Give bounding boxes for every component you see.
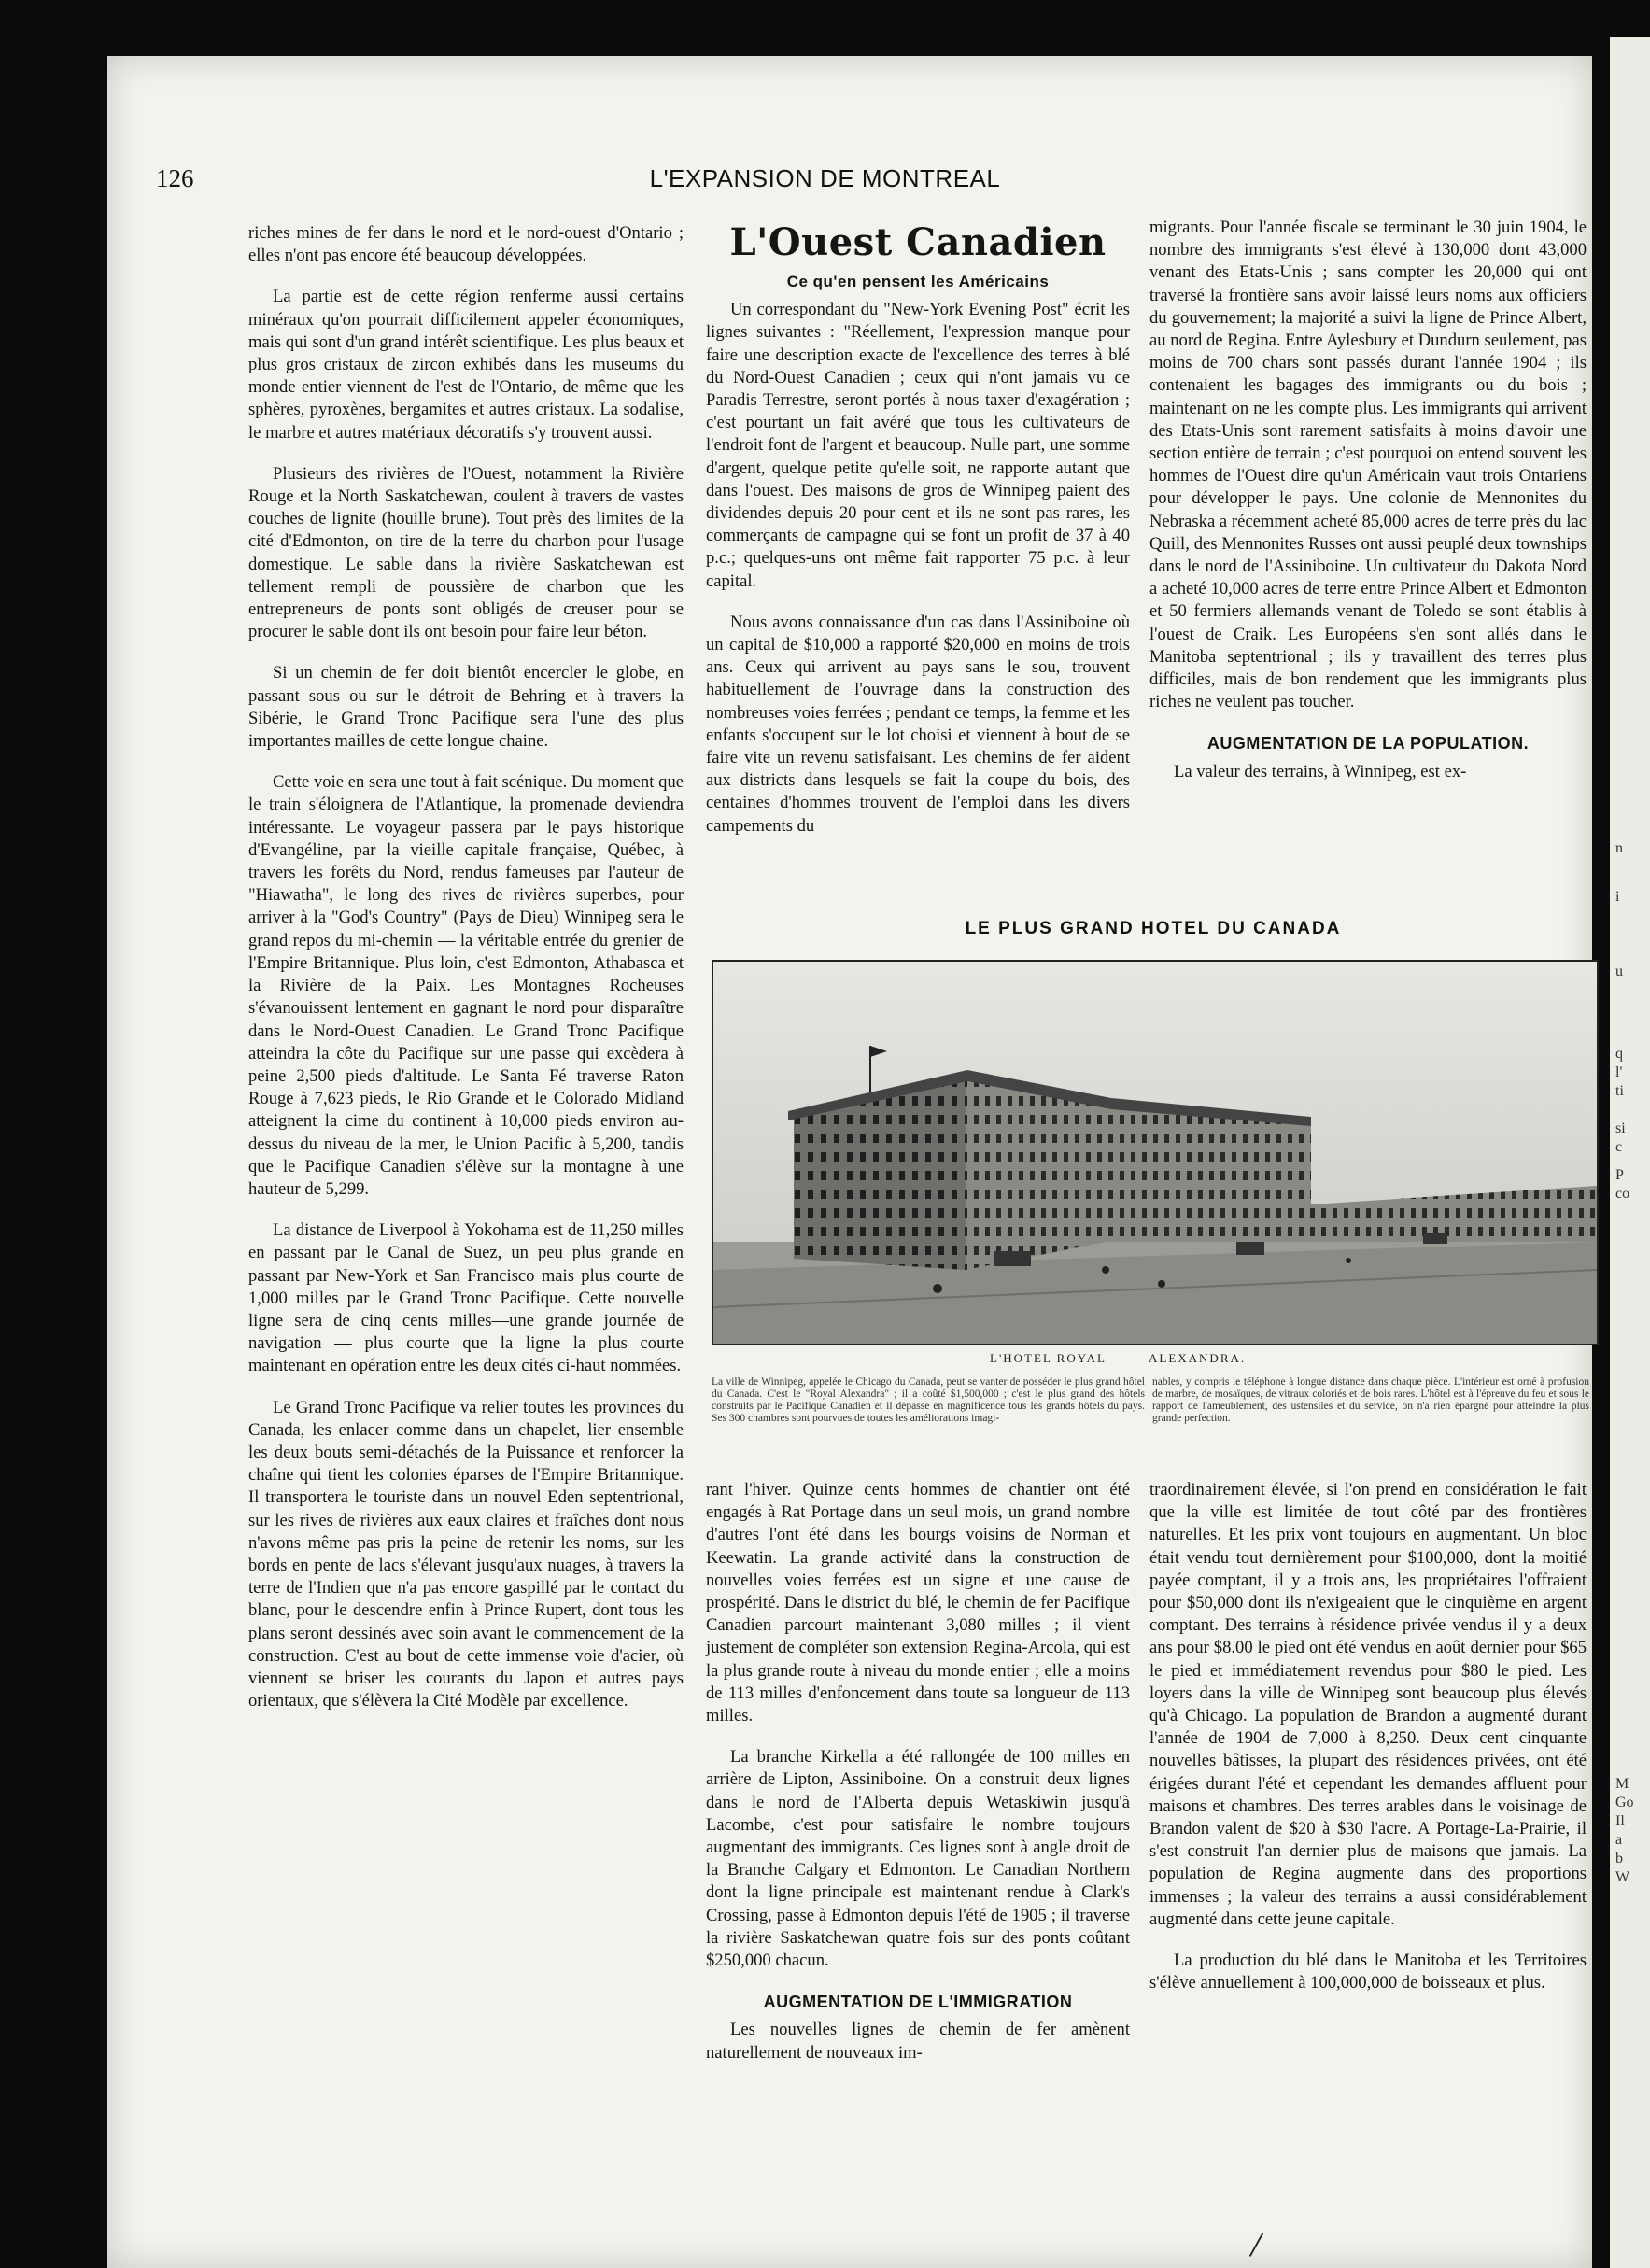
article-title: L'Ouest Canadien — [729, 220, 1107, 264]
paragraph: Les nouvelles lignes de chemin de fer amènent naturellement de nouveaux im- — [706, 2020, 1130, 2063]
column-right-top — [1149, 217, 1587, 802]
column-middle-bottom — [706, 1479, 1130, 2083]
running-head: L'EXPANSION DE MONTREAL — [649, 164, 1001, 192]
paragraph: La valeur des terrains, à Winnipeg, est ex- — [1174, 761, 1467, 782]
edge-glyph: M — [1615, 1776, 1629, 1792]
photo-banner: LE PLUS GRAND HOTEL DU CANADA — [965, 919, 1342, 938]
edge-glyph: P — [1615, 1167, 1624, 1183]
edge-glyph: Il — [1615, 1813, 1625, 1829]
paragraph: La partie est de cette région renferme aussi certains minéraux qu'on pourrait difficilement appeler économiques, mais qui sont d'un grand intérêt scientifique. Les plus beaux et plus gros cristaux de zircon exhibés dans les museums du monde entier viennent de l'est de l'Ontario, de même que les sphères, pyroxènes, bergamites et autres cristaux. La sodalise, le marbre et autres matériaux décoratifs s'y trouvent aussi. — [248, 287, 684, 443]
edge-glyph: n — [1615, 840, 1623, 856]
edge-glyph: c — [1615, 1139, 1623, 1155]
edge-glyph: si — [1615, 1120, 1626, 1136]
paragraph: Si un chemin de fer doit bientôt encercler le globe, en passant sous ou sur le détroit de Behring et à travers la Sibérie, le Grand Tronc Pacifique sera l'une des plus importantes mailles de cette longue chaine. — [248, 663, 684, 752]
edge-glyph: Go — [1615, 1795, 1634, 1810]
section-title: AUGMENTATION DE L'IMMIGRATION — [763, 1993, 1073, 2012]
photo-caption-right: nables, y compris le téléphone à longue distance dans chaque pièce. L'intérieur est orné à profusion de marbre, de mosaïques, de vitraux coloriés et de bois rares. L'hôtel est à l'épreuve du feu et sous le rapport de l'ameublement, des ustensiles et du service, on n'a rien épargné pour atteindre la plus grande perfection. — [1152, 1376, 1589, 1424]
edge-glyph: i — [1615, 889, 1620, 905]
page-number: 126 — [156, 164, 194, 192]
adjacent-page-edge — [1610, 37, 1650, 2268]
paragraph: Nous avons connaissance d'un cas dans l'Assiniboine où un capital de $10,000 a rapporté $20,000 en moins de trois ans. Ceux qui arrivent au pays sans le sou, trouvent habituellement de l'ouvrage dans la construction des nombreuses voies ferrées ; pendant ce temps, la femme et les enfants s'occupent sur le lot choisi et viennent à bout de se faire vite un revenu satisfaisant. Les chemins de fer aident aux districts dans lesquels se fait la coupe du bois, des centaines d'hommes trouvent de l'emploi dans les divers campements du — [706, 612, 1130, 836]
article-subtitle: Ce qu'en pensent les Américains — [786, 273, 1050, 290]
caption-title-left: L'HOTEL ROYAL — [990, 1351, 1107, 1365]
paragraph: traordinairement élevée, si l'on prend en considération le fait que la ville est limitée de tout côté par des frontières naturelles. Et les prix vont toujours en augmentant. Un bloc était vendu tout dernièrement pour $100,000, dont la moitié payée comptant, il y a trois ans, les propriétaires l'offraient pour $50,000 dont ils n'exigeaient que le cinquième en argent comptant. Des terrains à résidence privée vendus il y a deux ans pour $8.00 le pied ont été vendus en août dernier pour $65 le pied et immédiatement revendus pour $80 le pied. Les loyers dans la ville de Winnipeg sont beaucoup plus élevés qu'à Chicago. La population de Brandon a augmenté durant l'année de 1904 de 7,000 à 8,250. Deux cent cinquante nouvelles bâtisses, la plupart des résidences privées, ont été érigées durant l'été et cependant les demandes affluent pour maisons et chambres. Des terres arables dans le voisinage de Brandon valent de $20 à $30 l'acre. A Portage-La-Prairie, il s'est construit l'an dernier plus de maisons que jamais. La population de Regina augmente dans des proportions immenses ; la valeur des terrains a aussi considérablement augmenté dans cette jeune capitale. — [1149, 1480, 1587, 1929]
section-title: AUGMENTATION DE LA POPULATION. — [1206, 734, 1530, 754]
edge-glyph: W — [1615, 1869, 1630, 1885]
hotel-illustration — [713, 962, 1597, 1344]
edge-glyph: b — [1615, 1851, 1623, 1867]
margin-mark: / — [1248, 2222, 1265, 2266]
photo-caption-left: La ville de Winnipeg, appelée le Chicago du Canada, peut se vanter de posséder le plus grand hôtel du Canada. C'est le "Royal Alexandra" ; il a coûté $1,500,000 ; c'est le plus grand des hôtels construits par le Pacifique Canadien et il dépasse en magnificence tous les grands hôtels du pays. Ses 300 chambres sont pourvues de toutes les améliorations imagi- — [712, 1376, 1145, 1424]
paragraph: Un correspondant du "New-York Evening Post" écrit les lignes suivantes : "Réellement, l'expression manque pour faire une description exacte de l'excellence des terres à blé du Nord-Ouest Canadien ; ceux qui n'ont jamais vu ce Paradis Terrestre, seront portés à nous taxer d'exagération ; c'est pourtant un fait avéré que tous les cultivateurs de l'endroit font de l'argent et beaucoup. Nulle part, une somme d'argent, quelque petite qu'elle soit, ne rapporte autant que dans l'ouest. Des maisons de gros de Winnipeg paient des dividendes depuis 20 pour cent et ils ne sont pas rares, les commerçants de campagne qui se font un profit de 37 à 40 p.c.; quelques-uns ont même fait rapporter 75 p.c. à leur capital. — [706, 300, 1130, 591]
paragraph: La production du blé dans le Manitoba et les Territoires s'élève annuellement à 100,000,000 de boisseaux et plus. — [1149, 1951, 1587, 1993]
column-right-bottom — [1149, 1479, 1587, 2013]
edge-glyph: q — [1615, 1046, 1623, 1062]
paragraph: rant l'hiver. Quinze cents hommes de chantier ont été engagés à Rat Portage dans un seul mois, un grand nombre d'autres l'ont été dans les bourgs voisins de Norman et Keewatin. La grande activité dans la construction de nouvelles voies ferrées est un signe et une cause de prospérité. Dans le district du blé, le chemin de fer Pacifique Canadien parcourt maintenant 3,080 milles ; il vient justement de compléter son extension Regina-Arcola, qui est la plus grande route à niveau du monde entier ; elle a moins de 113 milles d'enfoncement dans toute sa longueur de 113 milles. — [706, 1480, 1130, 1726]
edge-glyph: co — [1615, 1186, 1630, 1202]
hotel-photograph — [712, 960, 1599, 1345]
paragraph: migrants. Pour l'année fiscale se terminant le 30 juin 1904, le nombre des immigrants s'est élevé à 130,000 dont 43,000 venant des Etats-Unis ; sans compter les 20,000 qui ont traversé la frontière sans avoir laissé leurs noms aux officiers du gouvernement; la majorité a suivi la ligne de Prince Albert, au nord de Regina. Entre Aylesbury et Dundurn seulement, pas moins de 700 chars sont passés durant l'année 1904 ; ils contenaient les bagages des immigrants ou du bois ; maintenant on ne les compte plus. Les immigrants qui arrivent des Etats-Unis sont rarement satisfaits à moins d'avoir une section entière de terrain ; c'est pourquoi on entend souvent les hommes de l'Ouest dire qu'un Américain vaut trois Ontariens pour développer le pays. Une colonie de Mennonites du Nebraska a récemment acheté 85,000 acres de terre près du lac Quill, des Mennonites Russes ont aussi peuplé deux townships dans le nord de l'Assiniboine. Un cultivateur du Dakota Nord a acheté 10,000 acres de terre entre Prince Albert et Edmonton et 50 fermiers allemands venant de Toledo se sont établis à l'ouest de Craik. Les Européens s'en sont allés dans le Manitoba septentrional ; ils y travaillent des terres plus difficiles, mais de bon rendement que les immigrants plus riches ne veulent pas toucher. — [1149, 218, 1587, 712]
paragraph: riches mines de fer dans le nord et le nord-ouest d'Ontario ; elles n'ont pas encore été beaucoup développées. — [248, 223, 684, 266]
caption-title-right: ALEXANDRA. — [1149, 1351, 1247, 1365]
paragraph: La distance de Liverpool à Yokohama est de 11,250 milles en passant par le Canal de Suez, un peu plus grande en passant par New-York et San Francisco mais plus courte de 1,000 milles par le Grand Tronc Pacifique. Cette nouvelle ligne sera de cinq cents milles—une grande journée de navigation — plus courte que la ligne la plus courte maintenant en opération entre les deux cités ci-haut nommées. — [248, 1220, 684, 1376]
edge-glyph: l' — [1615, 1064, 1623, 1080]
column-middle-top — [706, 222, 1130, 856]
edge-glyph: ti — [1615, 1083, 1624, 1099]
paragraph: La branche Kirkella a été rallongée de 100 milles en arrière de Lipton, Assiniboine. On a construit deux lignes dans le nord de l'Alberta depuis Wetaskiwin jusqu'à Lacombe, c'est pour satisfaire le nombre toujours augmentant des immigrants. Ces lignes sont à angle droit de la Branche Calgary et Edmonton. Le Canadian Northern dont la ligne principale est maintenant rendue à Clark's Crossing, passe à Edmonton depuis l'été de 1905 ; il traverse la rivière Saskatchewan quatre fois sur des ponts coûtant $250,000 chacun. — [706, 1747, 1130, 1971]
edge-glyph: u — [1615, 964, 1623, 979]
edge-glyph: a — [1615, 1832, 1623, 1848]
column-left — [248, 222, 684, 1731]
paragraph: Plusieurs des rivières de l'Ouest, notamment la Rivière Rouge et la North Saskatchewan, coulent à travers de vastes couches de lignite (houille brune). Tout près des limites de la cité d'Edmonton, on tire de la terre du charbon pour l'usage domestique. Le sable dans la rivière Saskatchewan est tellement rempli de poussière de charbon que les entrepreneurs de ponts sont obligés de creuser pour se procurer le sable dont ils ont besoin pour faire leur béton. — [248, 463, 684, 642]
paragraph: Cette voie en sera une tout à fait scénique. Du moment que le train s'éloignera de l'Atlantique, la promenade deviendra intéressante. Le voyageur passera par le pays historique d'Evangéline, par la vieille capitale française, Québec, à travers les forêts du Nord, rendus fameuses par l'auteur de "Hiawatha", le long des rives de rivières superbes, pour arriver à la "God's Country" (Pays de Dieu) Winnipeg sera le grand repos du mi-chemin — la véritable entrée du grenier de l'Empire Britannique. Plus loin, c'est Edmonton, Athabasca et la Rivière de la Paix. Les Montagnes Rocheuses s'évanouissent lentement en gagnant le nord pour disparaître dans le Nord-Ouest Canadien. Le Grand Tronc Pacifique atteindra la côte du Pacifique sur une passe qui excèdera à peine 2,500 pieds d'altitude. Le Santa Fé traverse Raton Rouge à 7,623 pieds, le Rio Grande et le Colorado Midland atteignent la cime du continent à 10,000 pieds environ au-dessus du niveau de la mer, le Union Pacific à 5,200, tandis que le Pacifique Canadien s'élève sur la montagne à une hauteur de 5,299. — [248, 772, 684, 1199]
paragraph: Le Grand Tronc Pacifique va relier toutes les provinces du Canada, les enlacer comme dans un chapelet, lier ensemble les deux bouts semi-détachés de la Puissance et renforcer la chaîne qui tient les colonies éparses de l'Empire Britannique. Il transportera le touriste dans un nouvel Eden septentrional, sur les rives de rivières aux eaux claires et fraîches dont nous n'avons même pas pris la peine de retenir les noms, sur les bords en pente de lacs s'élevant jusqu'aux nuages, à travers la terre de l'Indien que n'a pas encore gaspillé par le contact du blanc, pour le descendre enfin à Prince Rupert, dont tous les plans seront dessinés avec soin avant le commencement de la construction. C'est au bout de cette immense voie d'acier, où viennent se briser les courants du Japon et autres pays orientaux, que s'élèvera la Cité Modèle par excellence. — [248, 1397, 684, 1712]
